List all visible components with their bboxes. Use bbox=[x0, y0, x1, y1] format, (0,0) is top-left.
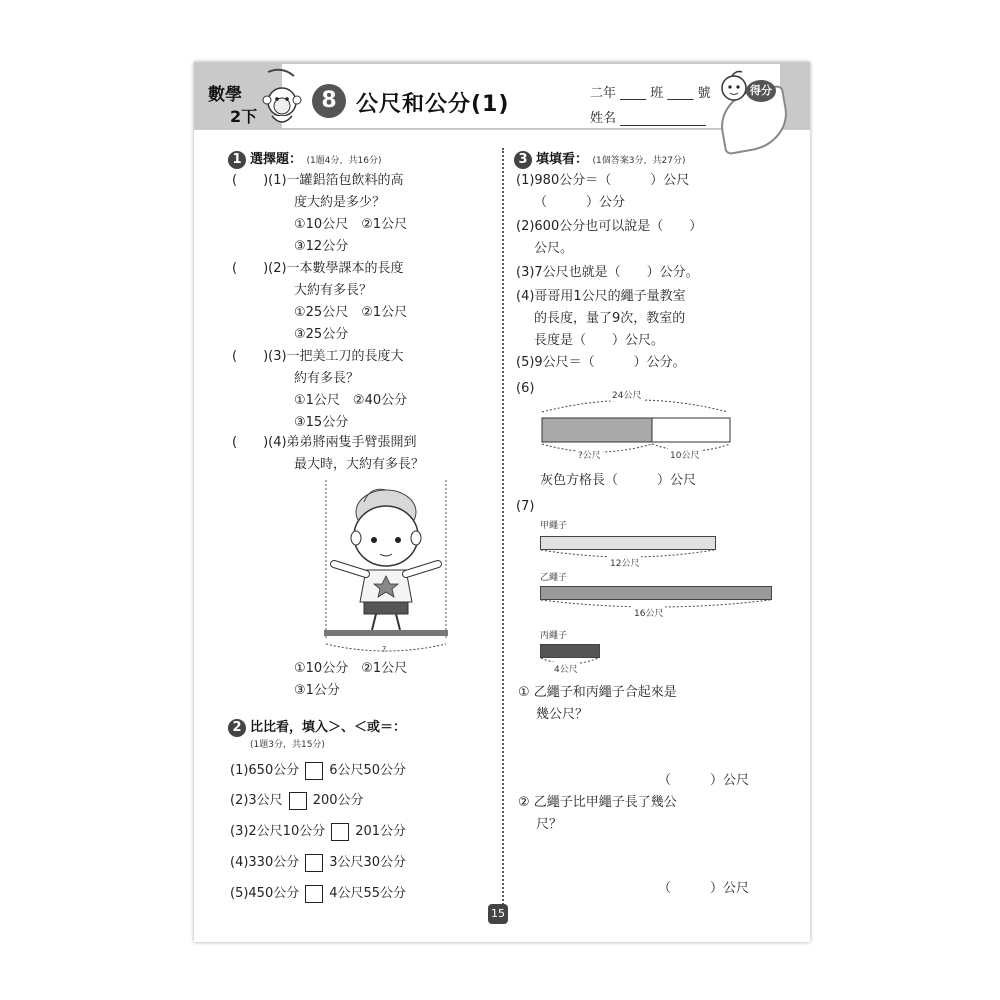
unit-number-badge: 8 bbox=[312, 84, 346, 118]
s3-q7-label: (7) bbox=[516, 499, 535, 514]
section3-heading bbox=[514, 148, 685, 169]
score-label bbox=[746, 80, 776, 102]
boy-arms-spread-illustration bbox=[320, 478, 454, 654]
s1-q4-options bbox=[232, 658, 407, 702]
s1-q1-line2: 度大約是多少？ bbox=[294, 195, 386, 210]
s3-q4-line1: (4)哥哥用1公尺的繩子量教室 bbox=[516, 289, 686, 304]
s3-q7-2-line2: 尺？ bbox=[536, 817, 563, 832]
s2-item5 bbox=[230, 883, 406, 905]
s3-q2-line1: (2)600公分也可以說是（ ） bbox=[516, 219, 703, 234]
section3-number: 3 bbox=[514, 151, 532, 169]
s2-item5-answer-box[interactable] bbox=[305, 885, 323, 903]
section1-number: 1 bbox=[228, 151, 246, 169]
q6-white-label: 10公尺 bbox=[668, 448, 701, 461]
rope-b-length: 16公尺 bbox=[632, 606, 665, 619]
s1-q3-opt1: ①1公尺 ②40公分 bbox=[294, 393, 408, 408]
s3-q2 bbox=[516, 216, 702, 260]
s3-q3: (3)7公尺也就是（ ）公分。 bbox=[516, 265, 699, 280]
s1-q4-line1: ( )(4)弟弟將兩隻手臂張開到 bbox=[232, 435, 417, 450]
s1-q1-opt2: ③12公分 bbox=[294, 239, 349, 254]
s1-q3-line2: 約有多長？ bbox=[294, 371, 360, 386]
s2-item1-answer-box[interactable] bbox=[305, 762, 323, 780]
s2-item2-left: (2)3公尺 bbox=[230, 793, 283, 808]
s2-item4-right: 3公尺30公分 bbox=[329, 855, 407, 870]
grade-label: 2下 bbox=[230, 107, 258, 126]
s2-item3-right: 201公分 bbox=[355, 824, 407, 839]
s2-item2 bbox=[230, 790, 364, 812]
monkey-icon bbox=[258, 68, 306, 130]
s1-q1 bbox=[232, 170, 407, 258]
s1-q1-line1: ( )(1)一罐鋁箔包飲料的高 bbox=[232, 173, 404, 188]
s3-q5: (5)9公尺＝（ ）公分。 bbox=[516, 355, 686, 370]
s1-q2 bbox=[232, 258, 407, 346]
score-text: 得分 bbox=[746, 80, 776, 102]
s1-q4-opt2: ③1公分 bbox=[294, 683, 340, 698]
s3-q1-line2: （ ）公分 bbox=[534, 195, 626, 210]
s3-q1-line1: (1)980公分＝（ ）公尺 bbox=[516, 173, 690, 188]
section1-note: (1題4分，共16分) bbox=[306, 156, 382, 166]
s2-item4 bbox=[230, 852, 406, 874]
s1-q1-opt1: ①10公尺 ②1公尺 bbox=[294, 217, 408, 232]
s1-q3-line1: ( )(3)一把美工刀的長度大 bbox=[232, 349, 404, 364]
s3-q7-2 bbox=[518, 792, 677, 836]
section3-title: 填填看： bbox=[536, 152, 589, 167]
s3-q6-label: (6) bbox=[516, 381, 535, 396]
s3-q4 bbox=[516, 286, 686, 352]
name-line bbox=[590, 107, 706, 126]
s3-q7-2-answer: （ ）公尺 bbox=[658, 881, 750, 896]
section2-number: 2 bbox=[228, 719, 246, 737]
s1-q4-line2: 最大時，大約有多長？ bbox=[294, 457, 425, 472]
s1-q2-opt1: ①25公尺 ②1公尺 bbox=[294, 305, 408, 320]
section3-note: (1個答案3分，共27分) bbox=[592, 156, 686, 166]
s2-item1-right: 6公尺50公分 bbox=[329, 763, 407, 778]
s2-item5-left: (5)450公分 bbox=[230, 886, 300, 901]
name-label: 姓名 bbox=[590, 111, 617, 126]
s1-q4-opt1: ①10公分 ②1公尺 bbox=[294, 661, 408, 676]
s2-item1 bbox=[230, 760, 406, 782]
column-divider bbox=[502, 148, 504, 908]
s3-q1 bbox=[516, 170, 689, 214]
rope-b-label: 乙繩子 bbox=[540, 573, 568, 583]
section2-title: 比比看，填入＞、＜或＝： bbox=[250, 720, 407, 735]
s2-item4-left: (4)330公分 bbox=[230, 855, 300, 870]
page-number: 15 bbox=[488, 904, 508, 924]
section2-heading bbox=[228, 716, 406, 750]
s3-q2-line2: 公尺。 bbox=[534, 241, 574, 256]
section1-title: 選擇題： bbox=[250, 152, 303, 167]
s2-item5-right: 4公尺55公分 bbox=[329, 886, 407, 901]
q6-total-label: 24公尺 bbox=[610, 388, 643, 401]
rope-c-label: 丙繩子 bbox=[540, 631, 568, 641]
rope-a-length: 12公尺 bbox=[608, 556, 641, 569]
s1-q2-line1: ( )(2)一本數學課本的長度 bbox=[232, 261, 404, 276]
name-blank bbox=[620, 113, 706, 126]
s2-item4-answer-box[interactable] bbox=[305, 854, 323, 872]
worksheet-page bbox=[194, 62, 810, 942]
s3-q4-line2: 的長度，量了9次，教室的 bbox=[534, 311, 686, 326]
s2-item3-left: (3)2公尺10公分 bbox=[230, 824, 326, 839]
s2-item3 bbox=[230, 821, 406, 843]
s2-item2-right: 200公分 bbox=[312, 793, 364, 808]
s3-q4-line3: 長度是（ ）公尺。 bbox=[534, 333, 665, 348]
s3-q7-1-line2: 幾公尺？ bbox=[536, 707, 589, 722]
class-number-line: 二年 ____ 班 ____ 號 bbox=[590, 86, 711, 101]
page-title: 公尺和公分(1) bbox=[356, 92, 510, 117]
figure-question-mark: ? bbox=[382, 645, 387, 654]
s1-q3-opt2: ③15公分 bbox=[294, 415, 349, 430]
s3-q7-2-line1: ② 乙繩子比甲繩子長了幾公 bbox=[518, 795, 677, 810]
s3-q7-1-line1: ① 乙繩子和丙繩子合起來是 bbox=[518, 685, 677, 700]
s1-q4 bbox=[232, 432, 424, 476]
section1-heading bbox=[228, 148, 381, 169]
s1-q2-line2: 大約有多長？ bbox=[294, 283, 373, 298]
s2-item3-answer-box[interactable] bbox=[331, 823, 349, 841]
section2-note: (1題3分，共15分) bbox=[250, 740, 325, 750]
q6-gray-label: ?公尺 bbox=[576, 448, 603, 461]
s3-q7-1 bbox=[518, 682, 677, 726]
s1-q2-opt2: ③25公分 bbox=[294, 327, 349, 342]
s3-q6-answer: 灰色方格長（ ）公尺 bbox=[540, 473, 697, 488]
rope-c-length: 4公尺 bbox=[552, 662, 580, 675]
s3-q7-1-answer: （ ）公尺 bbox=[658, 773, 750, 788]
rope-a-label: 甲繩子 bbox=[540, 521, 568, 531]
subject-label: 數學 bbox=[208, 85, 242, 105]
s1-q3 bbox=[232, 346, 407, 434]
s2-item1-left: (1)650公分 bbox=[230, 763, 300, 778]
s2-item2-answer-box[interactable] bbox=[289, 792, 307, 810]
